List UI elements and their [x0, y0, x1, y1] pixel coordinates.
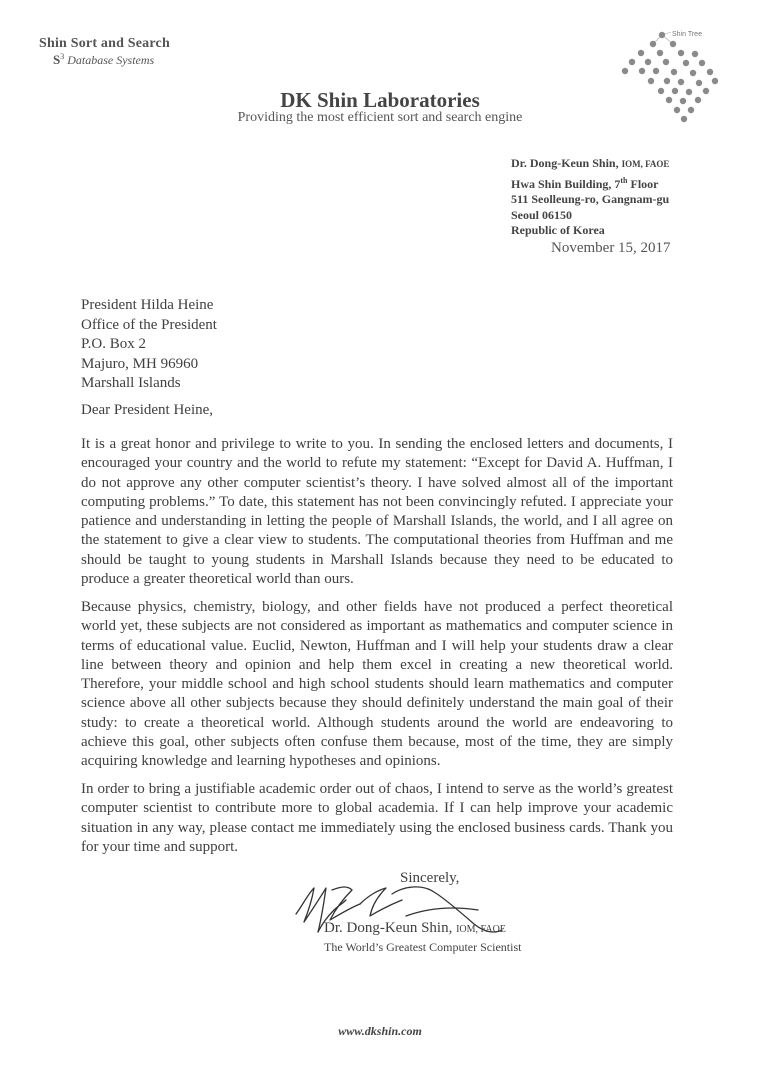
salutation: Dear President Heine, [81, 402, 214, 418]
sender-name-line [511, 156, 669, 173]
recipient-line: President Hilda Heine [81, 297, 214, 313]
closing: Sincerely, [400, 870, 460, 886]
sender-building-floor: Floor [630, 176, 659, 191]
body-paragraph-1: It is a great honor and privilege to write to you. In sending the enclosed letters and documents, I encouraged your country and the world to refute my statement: “Except for David A. Huffman, I do not approve any other computer scientist’s theory. I have solved almost all of the important computing problems.” To date, this statement has not been convincingly refuted. I appreciate your patience and understanding in letting the people of Marshall Islands, the world, and I all agree on the statement to give a clear view to students. The computational theories from Huffman and me should be taught to young students in Marshall Islands because they need to be educated to produce a greater theoretical world than ours. [81, 436, 673, 588]
sender-street: 511 Seolleung-ro, Gangnam-gu [511, 192, 670, 206]
brand-sub-mark: S [53, 52, 61, 67]
brand-sub-text: Database Systems [67, 53, 155, 67]
shin-tree-logo-icon [615, 28, 725, 128]
recipient-line: Office of the President [81, 316, 217, 333]
body-paragraph-3: In order to bring a justifiable academic order out of chaos, I intend to serve as the world’s greatest computer scientist to contribute more to global academia. If I can help improve your academic situation in any way, please contact me immediately using the enclosed business cards. Thank you for your time and support. [81, 781, 673, 855]
body-paragraph-2: Because physics, chemistry, biology, and other fields have not produced a perfect theoretical world yet, these subjects are not considered as important as mathematics and computer science in terms of educational value. Euclid, Newton, Huffman and I will help your students draw a clear line between theory and opinion and help them excel in creating a new theoretical world. Therefore, your middle school and high school students should learn mathematics and computer science above all other subjects because they should definitely understand the main goal of their study: to create a theoretical world. Although students around the world are endeavoring to achieve this goal, other subjects often confuse them because, most of the time, they are simply acquiring knowledge and learning hypotheses and opinions. [81, 599, 673, 770]
recipient-address [81, 296, 217, 394]
sender-building-line [511, 173, 669, 193]
letter-date: November 15, 2017 [551, 240, 671, 256]
sender-building-sup: th [620, 175, 628, 185]
lab-tagline: Providing the most efficient sort and search engine [237, 110, 523, 125]
lab-title: DK Shin Laboratories [280, 88, 480, 112]
sender-country: Republic of Korea [511, 223, 605, 237]
signer-credentials: IOM, FAOE [456, 924, 506, 935]
recipient-line: P.O. Box 2 [81, 336, 147, 352]
sender-credentials: IOM, FAOE [621, 159, 670, 169]
brand-name: Shin Sort and Search [39, 36, 170, 51]
signer-name-line [324, 920, 506, 937]
recipient-line: Majuro, MH 96960 [81, 355, 199, 372]
sender-building: Hwa Shin Building, 7 [511, 176, 621, 191]
signer-title: The World’s Greatest Computer Scientist [324, 940, 522, 954]
brand-subtitle [39, 52, 170, 68]
recipient-line: Marshall Islands [81, 375, 181, 391]
logo-label: Shin Tree [672, 31, 702, 38]
sender-name: Dr. Dong-Keun Shin, [511, 156, 619, 170]
letterhead-brand [39, 36, 170, 68]
signer-name: Dr. Dong-Keun Shin, [324, 920, 453, 936]
brand-sub-sup: 3 [60, 52, 65, 61]
sender-city: Seoul 06150 [511, 207, 573, 222]
footer-website: www.dkshin.com [338, 1024, 422, 1038]
sender-address [511, 156, 669, 239]
